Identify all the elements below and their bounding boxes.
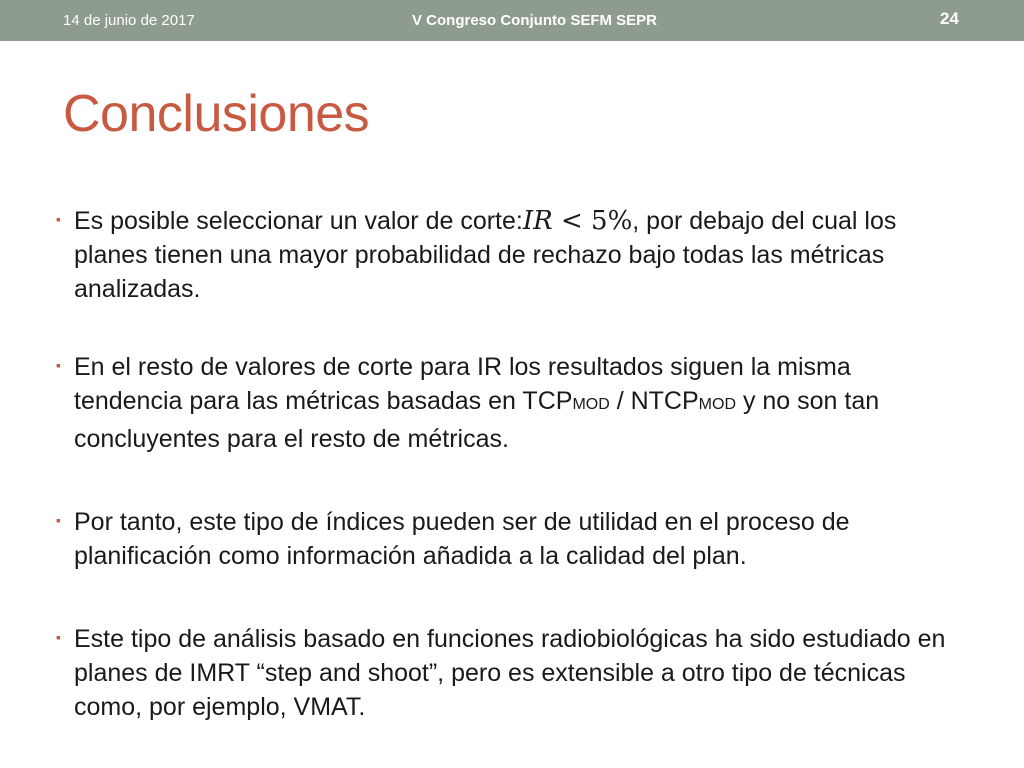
subscript-mod: MOD	[572, 396, 610, 413]
bullet-text: Es posible seleccionar un valor de corte:	[74, 207, 523, 235]
math-variable: IR	[522, 206, 553, 236]
math-condition: < 5%	[552, 206, 633, 236]
slide-header-bar	[0, 0, 1024, 41]
bullet-marker-icon: ▪	[56, 512, 61, 528]
header-date: 14 de junio de 2017	[63, 12, 195, 29]
bullet-marker-icon: ▪	[56, 357, 61, 373]
bullet-text: / NTCP	[609, 387, 699, 415]
bullet-text: , por debajo del cual los planes tienen una mayor probabilidad de rechazo bajo todas las métricas analizadas.	[74, 207, 897, 303]
bullet-text: y no son tan concluyentes para el resto de métricas.	[74, 387, 880, 453]
bullet-text: Este tipo de análisis basado en funciones radiobiológicas ha sido estudiado en planes de IMRT “step and shoot”, pero es extensible a otro tipo de técnicas como, por ejemplo, VMAT.	[74, 625, 946, 721]
bullet-text: En el resto de valores de corte para IR los resultados siguen la misma tendencia para las métricas basadas en TCP	[74, 353, 851, 415]
slide-number: 24	[940, 9, 959, 28]
math-formula	[523, 206, 632, 236]
header-conference: V Congreso Conjunto SEFM SEPR	[412, 12, 658, 29]
bullet-item-utility	[56, 505, 956, 573]
bullet-list	[56, 204, 956, 724]
bullet-item-extensibility	[56, 622, 956, 724]
slide-title: Conclusiones	[63, 85, 370, 143]
bullet-item-cutoff	[56, 204, 956, 306]
bullet-item-other-cutoffs	[56, 350, 956, 456]
bullet-marker-icon: ▪	[56, 629, 61, 645]
bullet-text: Por tanto, este tipo de índices pueden ser de utilidad en el proceso de planificación como información añadida a la calidad del plan.	[74, 508, 850, 570]
bullet-marker-icon: ▪	[56, 211, 61, 227]
subscript-mod: MOD	[698, 396, 736, 413]
